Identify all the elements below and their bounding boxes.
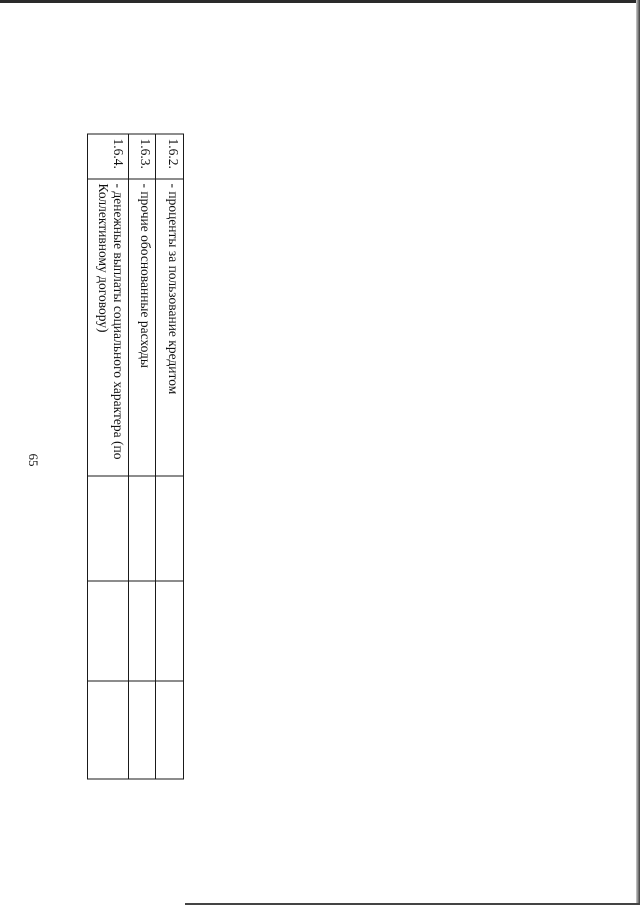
value-cell [156,476,184,581]
value-cell [156,681,184,779]
page-number: 65 [26,453,41,467]
value-cell [129,581,156,681]
row-number-cell: 1.6.4. [88,134,129,179]
value-cell [88,681,129,779]
row-number-cell: 1.6.3. [129,134,156,179]
row-number-cell: 1.6.2. [156,134,184,179]
row-name-cell: - прочие обоснованные расходы [129,179,156,476]
expense-table [87,133,184,779]
value-cell [129,476,156,581]
row-name-cell: - денежные выплаты социального характера (по Коллективному договору) [88,179,129,476]
expense-table-container [88,133,184,778]
row-name-cell: - проценты за пользование кредитом [156,179,184,476]
table-row [129,134,156,779]
table-row [156,134,184,779]
value-cell [88,476,129,581]
table-row [88,134,129,779]
value-cell [156,581,184,681]
value-cell [88,581,129,681]
value-cell [129,681,156,779]
scan-edge-top [0,0,640,3]
scan-edge-right [636,0,640,905]
